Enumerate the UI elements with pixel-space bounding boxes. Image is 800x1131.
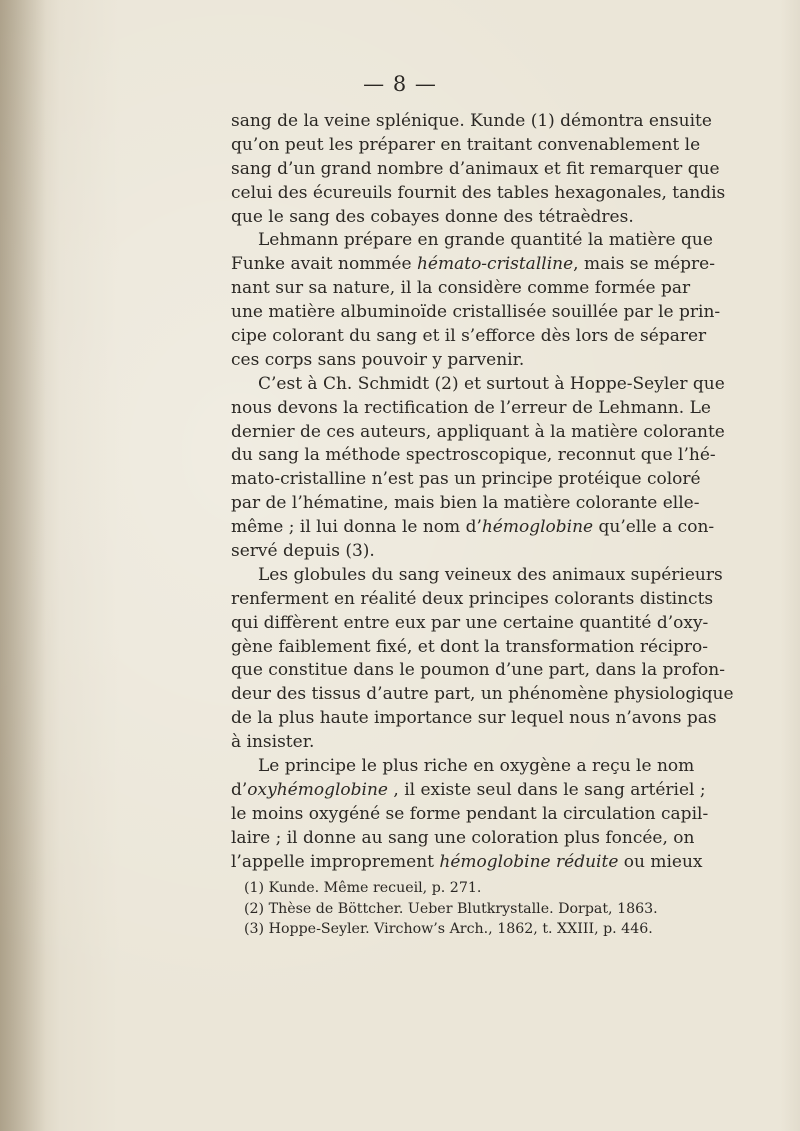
page-spine-shadow: [0, 0, 46, 1131]
text-line: par de l’hématine, mais bien la matière colorante elle-: [231, 493, 700, 514]
text-line: Le principe le plus riche en oxygène a reçu le nom: [258, 756, 695, 777]
body-text: [231, 110, 734, 875]
text-line: [231, 851, 703, 875]
text-line: à insister.: [231, 732, 315, 753]
text-line: sang de la veine splénique. Kunde (1) démontra ensuite: [231, 111, 712, 131]
text-line: de la plus haute importance sur lequel nous n’avons pas: [231, 708, 717, 729]
text-line: ces corps sans pouvoir y parvenir.: [231, 349, 525, 370]
text-line: le moins oxygéné se forme pendant la circulation capil-: [231, 803, 709, 824]
text-line: que le sang des cobayes donne des tétraèdres.: [231, 206, 634, 227]
text-line: une matière albuminoïde cristallisée souillée par le prin-: [231, 302, 721, 323]
text-line: Lehmann prépare en grande quantité la matière que: [258, 230, 713, 251]
text-line: C’est à Ch. Schmidt (2) et surtout à Hoppe-Seyler que: [258, 373, 725, 394]
text-run: , mais se mépre-: [573, 254, 715, 275]
text-line: nant sur sa nature, il la considère comme formée par: [231, 278, 691, 299]
text-line: qu’on peut les préparer en traitant convenablement le: [231, 134, 701, 155]
text-line: [231, 779, 706, 803]
text-line: renferment en réalité deux principes colorants distincts: [231, 588, 714, 609]
text-line: gène faiblement fixé, et dont la transformation récipro-: [231, 636, 708, 657]
footnote: (2) Thèse de Böttcher. Ueber Blutkrystalle. Dorpat, 1863.: [244, 900, 658, 917]
italic-term: hémato-cristalline: [416, 254, 574, 275]
text-line: nous devons la rectification de l’erreur de Lehmann. Le: [231, 397, 711, 418]
text-line: mato-cristalline n’est pas un principe protéique coloré: [231, 469, 701, 490]
text-run: , il existe seul dans le sang artériel ;: [387, 779, 706, 800]
italic-term: oxyhémoglobine: [247, 779, 388, 800]
footnotes: [244, 878, 664, 940]
text-run: ou mieux: [618, 851, 703, 872]
text-line: que constitue dans le poumon d’une part, dans la profon-: [231, 660, 725, 681]
text-line: cipe colorant du sang et il s’efforce dès lors de séparer: [231, 326, 707, 347]
text-line: sang d’un grand nombre d’animaux et fit remarquer que: [231, 158, 720, 179]
footnote: (1) Kunde. Même recueil, p. 271.: [244, 880, 482, 896]
text-line: laire ; il donne au sang une coloration plus foncée, on: [231, 827, 695, 848]
text-line: celui des écureuils fournit des tables hexagonales, tandis: [231, 182, 726, 203]
text-line: Les globules du sang veineux des animaux supérieurs: [258, 564, 723, 585]
text-line: dernier de ces auteurs, appliquant à la matière colorante: [231, 421, 725, 442]
footnote: (3) Hoppe-Seyler. Virchow’s Arch., 1862, t. XXIII, p. 446.: [244, 921, 653, 937]
text-line: [231, 516, 715, 540]
page-number: — 8 —: [363, 72, 437, 96]
italic-term: hémoglobine réduite: [439, 851, 619, 872]
italic-term: hémoglobine: [481, 517, 594, 538]
text-line: servé depuis (3).: [231, 541, 375, 562]
text-run: même ; il lui donna le nom d’: [231, 517, 482, 538]
text-line: du sang la méthode spectroscopique, reconnut que l’hé-: [231, 445, 716, 466]
text-line: qui diffèrent entre eux par une certaine quantité d’oxy-: [231, 612, 709, 633]
text-run: Funke avait nommée: [231, 254, 417, 275]
text-run: l’appelle improprement: [231, 851, 440, 872]
text-line: deur des tissus d’autre part, un phénomène physiologique: [231, 684, 734, 705]
text-line: [231, 253, 715, 277]
text-run: qu’elle a con-: [593, 517, 715, 538]
text-run: d’: [231, 779, 248, 800]
